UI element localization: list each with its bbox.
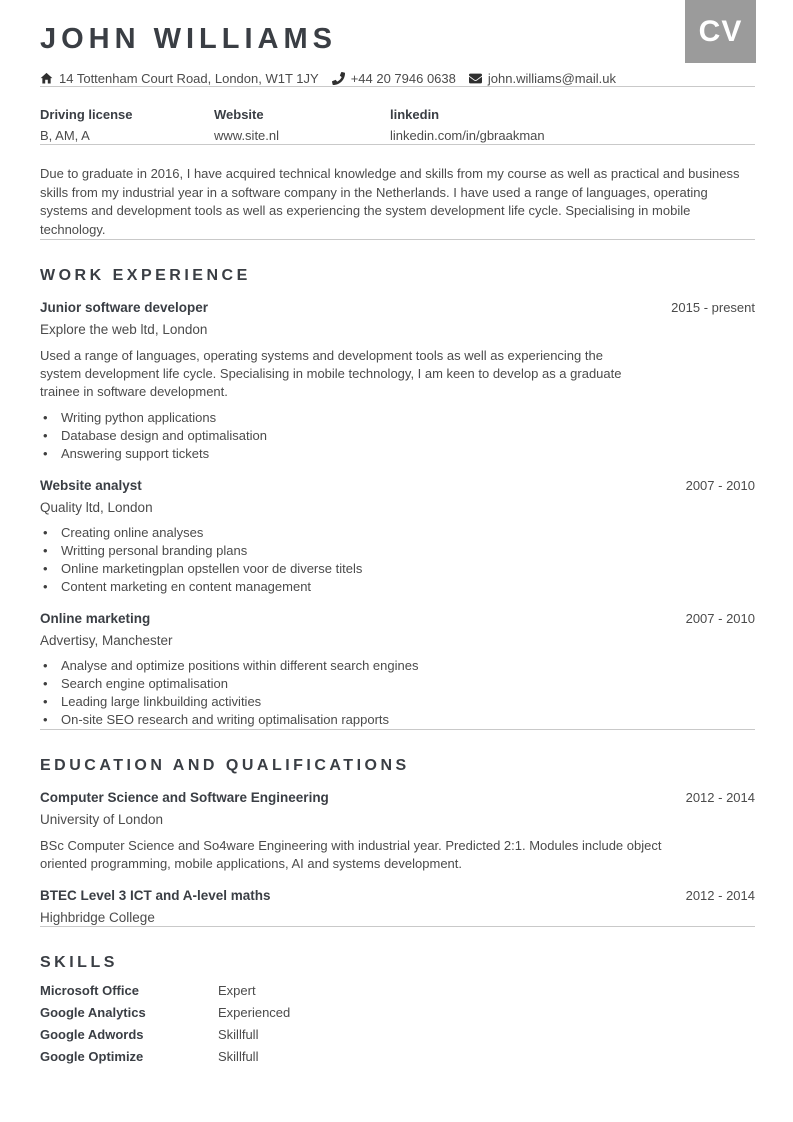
education-title: BTEC Level 3 ICT and A-level maths xyxy=(40,888,271,903)
divider xyxy=(40,86,755,87)
education-school: University of London xyxy=(40,812,164,827)
detail-value: linkedin.com/in/gbraakman xyxy=(390,128,545,143)
job-bullet-list xyxy=(40,524,755,596)
job-entry xyxy=(40,611,755,729)
details-row xyxy=(40,107,755,144)
divider xyxy=(40,729,755,730)
skill-name: Google Optimize xyxy=(40,1049,144,1064)
education-period: 2012 - 2014 xyxy=(685,790,755,805)
cv-badge: CV xyxy=(685,0,756,63)
skill-name: Microsoft Office xyxy=(40,983,139,998)
job-employer: Quality ltd, London xyxy=(40,500,153,515)
job-title: Online marketing xyxy=(40,611,151,626)
job-period: 2007 - 2010 xyxy=(685,478,755,493)
job-bullet: • Answering support tickets xyxy=(40,445,755,463)
skill-row xyxy=(40,1049,755,1065)
home-icon xyxy=(40,72,53,85)
education-period: 2012 - 2014 xyxy=(685,888,755,903)
detail-label: Driving license xyxy=(40,107,133,122)
divider xyxy=(40,144,755,145)
job-bullet: • Creating online analyses xyxy=(40,524,755,542)
job-entry xyxy=(40,478,755,596)
section-heading-education: EDUCATION AND QUALIFICATIONS xyxy=(40,757,410,774)
job-bullet: • Search engine optimalisation xyxy=(40,675,755,693)
education-entry-head xyxy=(40,888,755,904)
contact-email xyxy=(469,71,616,86)
job-title: Junior software developer xyxy=(40,300,209,315)
education-entry-head xyxy=(40,790,755,806)
job-bullet: • Leading large linkbuilding activities xyxy=(40,693,755,711)
job-bullet-list xyxy=(40,409,755,463)
skill-level: Expert xyxy=(218,983,256,998)
skill-level: Skillfull xyxy=(218,1027,259,1042)
job-period: 2007 - 2010 xyxy=(685,611,755,626)
detail-label: linkedin xyxy=(390,107,440,122)
job-bullet: • Writting personal branding plans xyxy=(40,542,755,560)
skills-table xyxy=(40,983,755,1065)
contact-address xyxy=(40,71,319,86)
contact-phone xyxy=(332,71,456,86)
job-employer: Advertisy, Manchester xyxy=(40,633,173,648)
job-employer: Explore the web ltd, London xyxy=(40,322,208,337)
education-school: Highbridge College xyxy=(40,910,155,925)
job-entry xyxy=(40,300,755,463)
contact-address-text: 14 Tottenham Court Road, London, W1T 1JY xyxy=(59,71,319,86)
skill-row xyxy=(40,1005,755,1021)
divider xyxy=(40,239,755,240)
education-description: BSc Computer Science and So4ware Engineering with industrial year. Predicted 2:1. Modules include object oriented programming, mobile applications, AI and systems development. xyxy=(40,838,662,871)
profile-summary: Due to graduate in 2016, I have acquired technical knowledge and skills from my course as well as practical and business skills from my industrial year in a software company in the Netherlands. I have used a range of languages, operating systems and development tools as well as experiencing the system development life cycle. Specialising in mobile technology. xyxy=(40,166,740,237)
skill-name: Google Analytics xyxy=(40,1005,146,1020)
job-bullet: • Writing python applications xyxy=(40,409,755,427)
detail-driving-license xyxy=(40,107,214,144)
detail-label: Website xyxy=(214,107,264,122)
page-title: JOHN WILLIAMS xyxy=(40,23,337,55)
section-heading-work-experience: WORK EXPERIENCE xyxy=(40,267,251,284)
job-title: Website analyst xyxy=(40,478,142,493)
detail-website xyxy=(214,107,390,144)
job-entry-head xyxy=(40,478,755,494)
job-bullet: • On-site SEO research and writing optimalisation rapports xyxy=(40,711,755,729)
job-period: 2015 - present xyxy=(671,300,755,315)
job-entry-head xyxy=(40,300,755,316)
contact-row xyxy=(40,71,755,86)
job-bullet: • Online marketingplan opstellen voor de diverse titels xyxy=(40,560,755,578)
skill-row xyxy=(40,983,755,999)
job-description: Used a range of languages, operating systems and development tools as well as experiencing the system development life cycle. Specialising in mobile technology, I am keen to develop as a graduate trainee in software development. xyxy=(40,348,622,399)
skill-level: Skillfull xyxy=(218,1049,259,1064)
detail-value: B, AM, A xyxy=(40,128,90,143)
contact-email-text: john.williams@mail.uk xyxy=(487,71,616,86)
envelope-icon xyxy=(469,72,482,85)
job-bullet-list xyxy=(40,657,755,729)
education-entry xyxy=(40,888,755,926)
job-entry-head xyxy=(40,611,755,627)
phone-icon xyxy=(332,72,345,85)
divider xyxy=(40,926,755,927)
detail-value: www.site.nl xyxy=(214,128,280,143)
education-title: Computer Science and Software Engineering xyxy=(40,790,329,805)
education-entry xyxy=(40,790,755,873)
skill-name: Google Adwords xyxy=(40,1027,144,1042)
detail-linkedin xyxy=(390,107,545,144)
job-bullet: • Analyse and optimize positions within different search engines xyxy=(40,657,755,675)
skill-row xyxy=(40,1027,755,1043)
skill-level: Experienced xyxy=(218,1005,291,1020)
section-heading-skills: SKILLS xyxy=(40,954,118,971)
job-bullet: • Content marketing en content management xyxy=(40,578,755,596)
contact-phone-text: +44 20 7946 0638 xyxy=(350,71,456,86)
job-bullet: • Database design and optimalisation xyxy=(40,427,755,445)
